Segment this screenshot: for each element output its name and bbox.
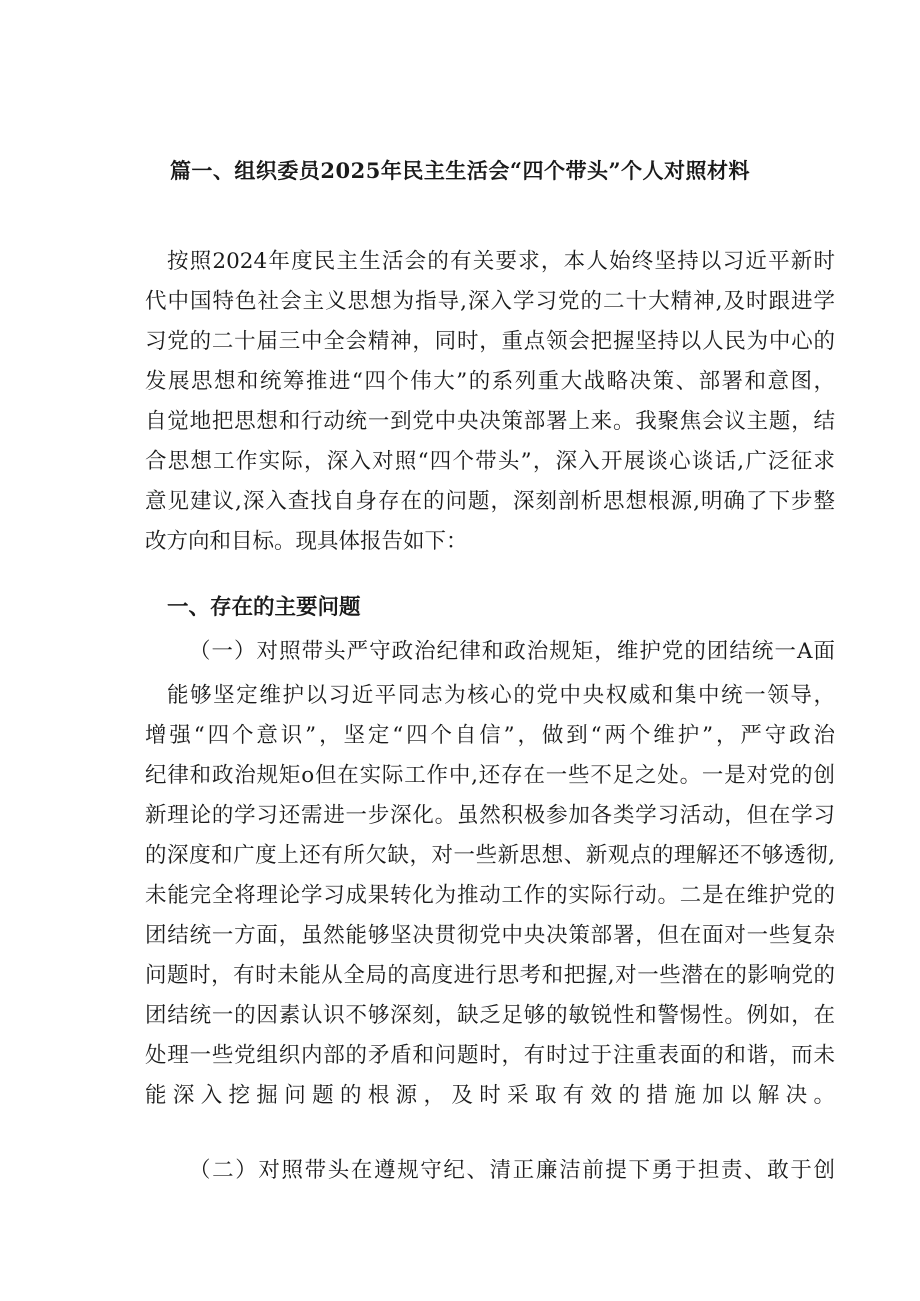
text-line: 能够坚定维护以习近平同志为核心的党中央权威和集中统一领导，	[167, 683, 835, 708]
text-line: 能深入挖掘问题的根源，及时采取有效的措施加以解决。	[145, 1083, 835, 1108]
text-line: 合思想工作实际，深入对照“四个带头”，深入开展谈心谈话,广泛征求	[145, 449, 835, 474]
text-line: 代中国特色社会主义思想为指导,深入学习党的二十大精神,及时跟进学	[145, 289, 835, 314]
subsection-2	[145, 1151, 835, 1191]
text-line: 增强“四个意识”，坚定“四个自信”，做到“两个维护”，严守政治	[145, 723, 835, 748]
intro-paragraph	[145, 242, 835, 562]
subsection-1-body	[145, 676, 835, 1116]
text-line: 未能完全将理论学习成果转化为推动工作的实际行动。二是在维护党的	[145, 883, 835, 908]
subsection-heading-line: （一）对照带头严守政治纪律和政治规矩，维护党的团结统一A面	[189, 639, 835, 664]
text-line: 问题时，有时未能从全局的高度进行思考和把握,对一些潜在的影响党的	[145, 963, 835, 988]
section-heading-block	[145, 588, 835, 628]
text-line: 纪律和政治规矩o但在实际工作中,还存在一些不足之处。一是对党的创	[145, 763, 835, 788]
text-line: 发展思想和统筹推进“四个伟大”的系列重大战略决策、部署和意图，	[145, 369, 835, 394]
text-line: 改方向和目标。现具体报告如下：	[145, 529, 468, 554]
text-line: 新理论的学习还需进一步深化。虽然积极参加各类学习活动，但在学习	[145, 803, 835, 828]
text-line: 团结统一方面，虽然能够坚决贯彻党中央决策部署，但在面对一些复杂	[145, 923, 835, 948]
text-line: 按照2024年度民主生活会的有关要求，本人始终坚持以习近平新时	[167, 249, 835, 274]
text-line: 团结统一的因素认识不够深刻，缺乏足够的敏锐性和警惕性。例如，在	[145, 1003, 835, 1028]
subsection-1	[145, 632, 835, 672]
text-line: 意见建议,深入查找自身存在的问题，深刻剖析思想根源,明确了下步整	[145, 489, 835, 514]
section-heading: 一、存在的主要问题	[167, 595, 361, 620]
text-line: 习党的二十届三中全会精神，同时，重点领会把握坚持以人民为中心的	[145, 329, 835, 354]
document-title: 篇一、组织委员2025年民主生活会“四个带头”个人对照材料	[169, 158, 751, 183]
text-line: 处理一些党组织内部的矛盾和问题时，有时过于注重表面的和谐，而未	[145, 1043, 835, 1068]
text-line: 的深度和广度上还有所欠缺，对一些新思想、新观点的理解还不够透彻,	[145, 843, 835, 868]
text-line: 自觉地把思想和行动统一到党中央决策部署上来。我聚焦会议主题，结	[145, 409, 835, 434]
subsection-heading-line: （二）对照带头在遵规守纪、清正廉洁前提下勇于担责、敢于创	[189, 1158, 835, 1183]
